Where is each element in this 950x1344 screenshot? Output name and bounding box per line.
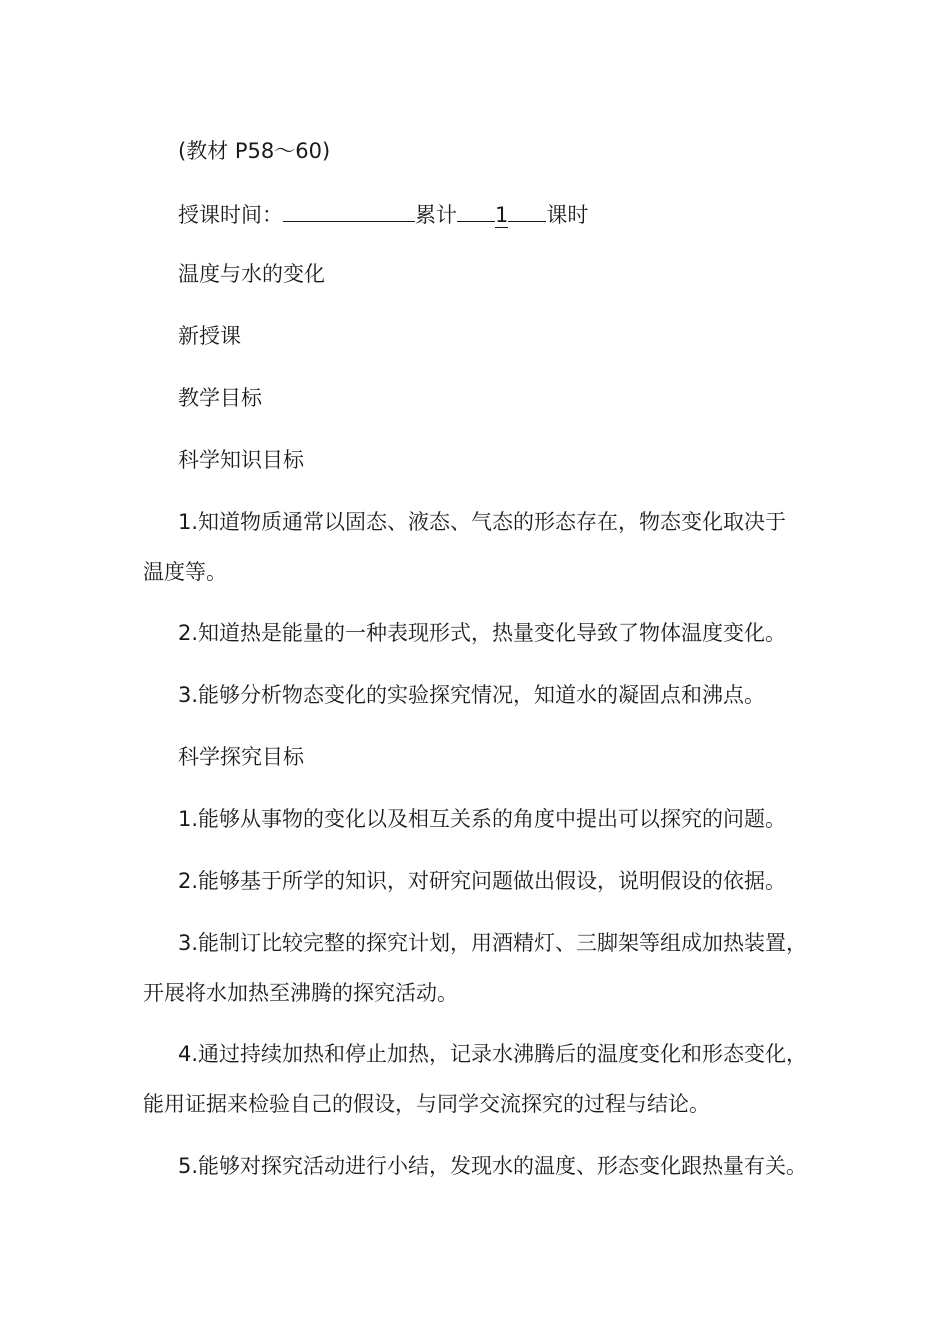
inquiry-item-3-line-2: 开展将水加热至沸腾的探究活动。: [143, 981, 458, 1005]
lesson-type: 新授课: [178, 324, 241, 348]
knowledge-item-1-line-1: 1.知道物质通常以固态、液态、气态的形态存在，物态变化取决于: [178, 510, 787, 534]
cumulative-label: 累计: [415, 203, 457, 227]
period-label: 课时: [546, 203, 589, 227]
cumulative-value: 1: [495, 203, 509, 227]
cumulative-blank-right: [508, 199, 546, 222]
knowledge-item-2: 2.知道热是能量的一种表现形式，热量变化导致了物体温度变化。: [178, 621, 787, 645]
inquiry-item-4-line-1: 4.通过持续加热和停止加热，记录水沸腾后的温度变化和形态变化，: [178, 1042, 808, 1066]
objectives-heading: 教学目标: [178, 386, 262, 410]
knowledge-heading: 科学知识目标: [178, 448, 304, 472]
knowledge-item-3: 3.能够分析物态变化的实验探究情况，知道水的凝固点和沸点。: [178, 683, 766, 707]
inquiry-item-2: 2.能够基于所学的知识，对研究问题做出假设，说明假设的依据。: [178, 869, 787, 893]
knowledge-item-1-line-2: 温度等。: [143, 560, 227, 584]
class-time-label: 授课时间：: [178, 203, 283, 227]
cumulative-blank-left: [457, 199, 495, 222]
inquiry-item-1: 1.能够从事物的变化以及相互关系的角度中提出可以探究的问题。: [178, 807, 787, 831]
inquiry-heading: 科学探究目标: [178, 745, 304, 769]
textbook-reference: (教材 P58～60): [178, 139, 331, 163]
inquiry-item-3-line-1: 3.能制订比较完整的探究计划，用酒精灯、三脚架等组成加热装置，: [178, 931, 808, 955]
class-time-blank[interactable]: [283, 199, 415, 222]
class-time-line: [178, 199, 588, 229]
lesson-title: 温度与水的变化: [178, 262, 325, 286]
inquiry-item-5: 5.能够对探究活动进行小结，发现水的温度、形态变化跟热量有关。: [178, 1154, 808, 1178]
inquiry-item-4-line-2: 能用证据来检验自己的假设，与同学交流探究的过程与结论。: [143, 1092, 710, 1116]
